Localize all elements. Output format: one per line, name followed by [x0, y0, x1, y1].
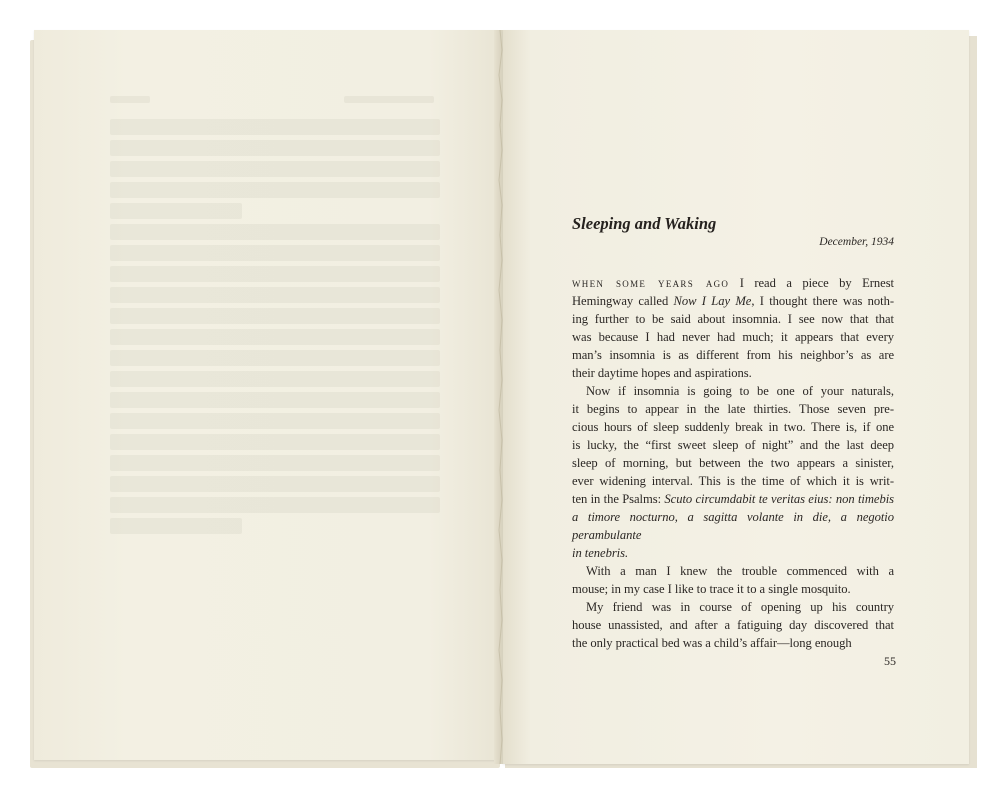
text-line	[572, 580, 894, 598]
line-text: their daytime hopes and aspirations.	[572, 366, 752, 380]
line-text: ever widening interval. This is the time of which it is writ-	[572, 474, 894, 488]
text-line	[572, 274, 894, 292]
text-line	[572, 346, 894, 364]
line-text: cious hours of sleep suddenly break in two. There is, if one	[572, 420, 894, 434]
small-caps-opening: when some years ago	[572, 276, 730, 290]
essay-date: December, 1934	[819, 236, 894, 248]
line-text: sleep of morning, but between the two appears a sinister,	[572, 456, 894, 470]
text-line	[572, 634, 894, 652]
line-text: it begins to appear in the late thirties. Those seven pre-	[572, 402, 894, 416]
paragraph	[572, 598, 894, 652]
line-text: man’s insomnia is as different from his neighbor’s as are	[572, 348, 894, 362]
text-line	[572, 418, 894, 436]
text-line	[572, 598, 894, 616]
show-through-running-head	[110, 96, 150, 103]
text-line	[572, 508, 894, 544]
line-text: ing further to be said about insomnia. I see now that that	[572, 312, 894, 326]
line-text: house unassisted, and after a fatiguing day discovered that	[572, 618, 894, 632]
show-through-text	[110, 114, 440, 534]
text-line	[572, 292, 894, 310]
line-text: , I thought there was noth-	[751, 294, 894, 308]
line-text: mouse; in my case I like to trace it to a single mosquito.	[572, 582, 851, 596]
line-text: was because I had never had much; it appears that every	[572, 330, 894, 344]
text-line	[572, 544, 894, 562]
left-page	[34, 30, 498, 760]
text-line	[572, 454, 894, 472]
italic-text: Scuto circumdabit te veritas eius: non timebis	[664, 492, 895, 506]
line-text: My friend was in course of opening up his country	[586, 600, 894, 614]
show-through-running-head	[344, 96, 434, 103]
italic-text: Now I Lay Me	[673, 294, 752, 308]
line-text: is lucky, the “first sweet sleep of night” and the last deep	[572, 438, 894, 452]
page-number: 55	[884, 654, 896, 668]
line-text: ten in the Psalms:	[572, 492, 665, 506]
text-line	[572, 472, 894, 490]
line-text: Hemingway called	[572, 294, 674, 308]
text-line	[572, 436, 894, 454]
text-line	[572, 400, 894, 418]
paragraph	[572, 562, 894, 598]
text-line	[572, 310, 894, 328]
line-text: With a man I knew the trouble commenced with a	[586, 564, 894, 578]
line-text: the only practical bed was a child’s affair—long enough	[572, 636, 852, 650]
italic-text: in tenebris.	[572, 546, 629, 560]
text-line	[572, 616, 894, 634]
essay-body	[572, 274, 894, 652]
text-line	[572, 562, 894, 580]
essay-text-block	[572, 210, 894, 652]
essay-title: Sleeping and Waking	[572, 214, 717, 233]
text-line	[572, 490, 894, 508]
text-line	[572, 328, 894, 346]
paragraph	[572, 382, 894, 562]
text-line	[572, 382, 894, 400]
line-text: Now if insomnia is going to be one of your naturals,	[586, 384, 894, 398]
line-text: I read a piece by Ernest	[729, 276, 894, 290]
paragraph	[572, 274, 894, 382]
text-line	[572, 364, 894, 382]
italic-text: a timore nocturno, a sagitta volante in die, a negotio perambulante	[572, 510, 894, 542]
